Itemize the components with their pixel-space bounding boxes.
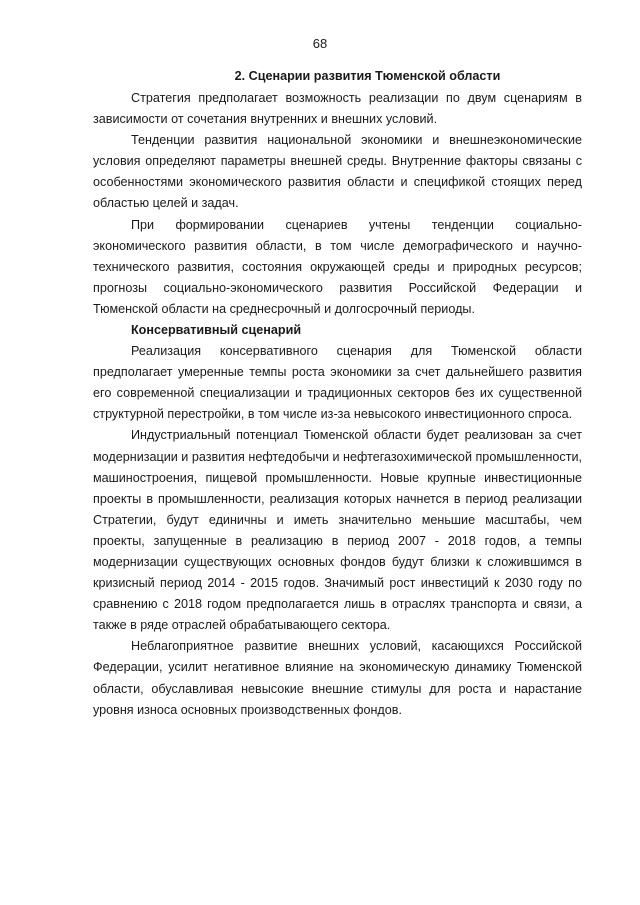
subsection-title: Консервативный сценарий	[131, 323, 302, 338]
paragraph: При формировании сценариев учтены тенденции социально-экономического развития области, в том числе демографического и научно-технического развития, состояния окружающей среды и природных ресурсов; прогнозы социально-экономического развития Российской Федерации и Тюменской области на среднесрочный и долгосрочный периоды.	[93, 217, 582, 316]
paragraph: Неблагоприятное развитие внешних условий, касающихся Российской Федерации, усилит негативное влияние на экономическую динамику Тюменской области, обуславливая невысокие внешние стимулы для роста и нарастание уровня износа основных производственных фондов.	[93, 639, 582, 717]
section-title: 2. Сценарии развития Тюменской области	[234, 69, 501, 83]
page-content	[93, 66, 582, 721]
page-number: 68	[312, 36, 328, 51]
paragraph: Индустриальный потенциал Тюменской области будет реализован за счет модернизации и развития нефтедобычи и нефтегазохимической промышленности, машиностроения, пищевой промышленности. Новые крупные инвестиционные проекты в промышленности, реализация которых начнется в период реализации Стратегии, будут единичны и иметь значительно меньшие масштабы, чем проекты, запущенные в реализацию в период 2007 - 2018 годов, а темпы модернизации существующих основных фондов будут близки к сложившимся в кризисный период 2014 - 2015 годов. Значимый рост инвестиций к 2030 году по сравнению с 2018 годом предполагается лишь в отраслях транспорта и связи, а также в ряде отраслей обрабатывающего сектора.	[93, 428, 582, 633]
paragraph: Тенденции развития национальной экономики и внешнеэкономические условия определяют параметры внешней среды. Внутренние факторы связаны с особенностями экономического развития области и спецификой стоящих перед областью целей и задач.	[93, 133, 582, 211]
paragraph: Стратегия предполагает возможность реализации по двум сценариям в зависимости от сочетания внутренних и внешних условий.	[93, 91, 582, 127]
paragraph: Реализация консервативного сценария для Тюменской области предполагает умеренные темпы роста экономики за счет дальнейшего развития его современной специализации и традиционных секторов без их существенной структурной перестройки, в том числе из-за невысокого инвестиционного спроса.	[93, 344, 582, 422]
